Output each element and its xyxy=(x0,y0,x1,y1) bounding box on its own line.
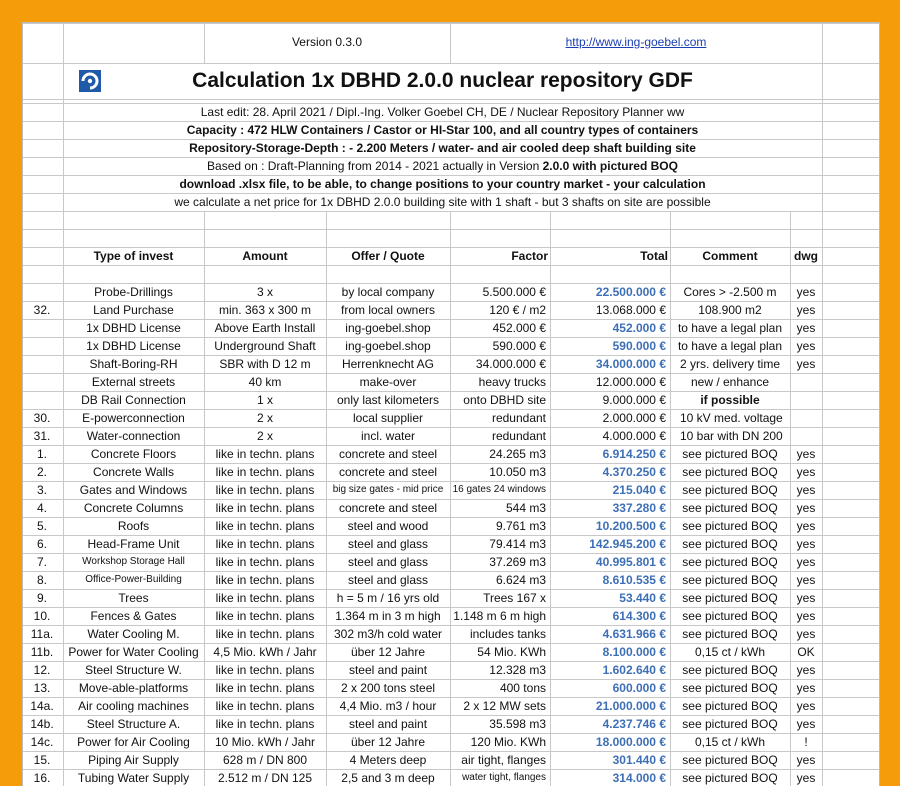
info-based-on xyxy=(63,157,822,175)
cell-type: Move-able-platforms xyxy=(78,681,189,695)
cell-amount: 4,5 Mio. kWh / Jahr xyxy=(213,645,317,659)
cell-total: 4.631.966 € xyxy=(602,627,666,641)
cell-dwg: yes xyxy=(796,483,816,497)
spreadsheet xyxy=(22,22,880,786)
cell-factor: 452.000 € xyxy=(492,321,546,335)
cell-total: 600.000 € xyxy=(612,681,666,695)
cell-no: 32. xyxy=(33,303,51,317)
cell-dwg: yes xyxy=(796,519,816,533)
page-title: Calculation 1x DBHD 2.0.0 nuclear repository GDF xyxy=(192,69,693,92)
cell-type: Head-Frame Unit xyxy=(87,537,180,551)
cell-dwg: yes xyxy=(796,591,816,605)
cell-amount: 3 x xyxy=(256,285,273,299)
cell-offer: 1.364 m in 3 m high xyxy=(335,609,441,623)
cell-offer: über 12 Jahre xyxy=(350,735,426,749)
col-header-comment: Comment xyxy=(702,249,758,263)
cell-no xyxy=(23,391,61,409)
col-header-dwg: dwg xyxy=(794,249,818,263)
cell-offer: only last kilometers xyxy=(336,393,440,407)
cell-factor: 54 Mio. KWh xyxy=(477,645,546,659)
cell-comment: see pictured BOQ xyxy=(682,519,778,533)
cell-no: 11a. xyxy=(30,627,54,641)
cell-dwg: OK xyxy=(797,645,815,659)
cell-offer: 4 Meters deep xyxy=(349,753,427,767)
cell-no: 7. xyxy=(36,555,47,569)
cell-total: 8.610.535 € xyxy=(602,573,666,587)
website-link[interactable]: http://www.ing-goebel.com xyxy=(565,35,707,49)
cell-type: Gates and Windows xyxy=(79,483,188,497)
cell-total: 314.000 € xyxy=(612,771,666,785)
cell-total: 2.000.000 € xyxy=(602,411,666,425)
cell-type: DB Rail Connection xyxy=(81,393,186,407)
cell-comment: see pictured BOQ xyxy=(682,753,778,767)
col-header-amount: Amount xyxy=(242,249,288,263)
cell-no: 30. xyxy=(33,411,51,425)
cell-no: 15. xyxy=(33,753,51,767)
cell-offer: steel and glass xyxy=(347,537,429,551)
cell-dwg: yes xyxy=(796,627,816,641)
cell-factor: 79.414 m3 xyxy=(489,537,546,551)
cell-total: 21.000.000 € xyxy=(595,699,666,713)
cell-factor: 24.265 m3 xyxy=(489,447,546,461)
cell-type: Fences & Gates xyxy=(90,609,177,623)
cell-amount: 2 x xyxy=(256,429,273,443)
cell-factor: redundant xyxy=(491,411,546,425)
cell-no: 3. xyxy=(36,483,47,497)
cell-type: E-powerconnection xyxy=(82,411,185,425)
cell-dwg: yes xyxy=(796,699,816,713)
cell-dwg: yes xyxy=(796,537,816,551)
cell-total: 301.440 € xyxy=(612,753,666,767)
cell-factor: 34.000.000 € xyxy=(475,357,546,371)
cell-no: 9. xyxy=(36,591,47,605)
cell-amount: Above Earth Install xyxy=(214,321,316,335)
cell-amount: like in techn. plans xyxy=(215,663,315,677)
cell-amount: like in techn. plans xyxy=(215,681,315,695)
cell-factor: 16 gates 24 windows xyxy=(452,484,546,495)
cell-no: 1. xyxy=(36,447,47,461)
cell-amount: 10 Mio. kWh / Jahr xyxy=(214,735,316,749)
cell-factor: water tight, flanges xyxy=(462,772,546,783)
cell-comment: to have a legal plan xyxy=(677,321,783,335)
cell-no: 4. xyxy=(36,501,47,515)
cell-amount: like in techn. plans xyxy=(215,537,315,551)
cell-type: Roofs xyxy=(117,519,150,533)
cell-factor: Trees 167 x xyxy=(483,591,546,605)
cell-comment: 10 bar with DN 200 xyxy=(680,429,783,443)
cell-amount: like in techn. plans xyxy=(215,717,315,731)
cell-factor: 5.500.000 € xyxy=(482,285,546,299)
cell-amount: like in techn. plans xyxy=(215,465,315,479)
cell-amount: SBR with D 12 m xyxy=(219,357,311,371)
cell-type: Land Purchase xyxy=(93,303,174,317)
cell-amount: 2.512 m / DN 125 xyxy=(217,771,313,785)
cell-type: Power for Air Cooling xyxy=(77,735,190,749)
cell-amount: like in techn. plans xyxy=(215,591,315,605)
cell-dwg: yes xyxy=(796,555,816,569)
cell-no: 11b. xyxy=(30,645,54,659)
col-header-factor: Factor xyxy=(511,249,548,263)
cell-dwg: yes xyxy=(796,573,816,587)
cell-amount: 2 x xyxy=(256,411,273,425)
cell-dwg xyxy=(790,373,822,391)
cell-comment: 0,15 ct / kWh xyxy=(694,735,766,749)
cell-dwg xyxy=(790,427,822,445)
cell-offer: concrete and steel xyxy=(338,447,438,461)
cell-total: 337.280 € xyxy=(612,501,666,515)
cell-offer: local supplier xyxy=(352,411,424,425)
cell-factor: 544 m3 xyxy=(505,501,546,515)
cell-no: 5. xyxy=(36,519,47,533)
cell-comment: see pictured BOQ xyxy=(682,591,778,605)
cell-amount: Underground Shaft xyxy=(214,339,316,353)
cell-total: 614.300 € xyxy=(612,609,666,623)
cell-comment: see pictured BOQ xyxy=(682,465,778,479)
cell-factor: 9.761 m3 xyxy=(495,519,546,533)
cell-offer: from local owners xyxy=(340,303,436,317)
cell-no: 12. xyxy=(33,663,51,677)
cell-amount: 1 x xyxy=(256,393,273,407)
cell-total: 53.440 € xyxy=(619,591,666,605)
cell-total: 142.945.200 € xyxy=(589,537,666,551)
cell-offer: steel and glass xyxy=(347,573,429,587)
cell-comment: 0,15 ct / kWh xyxy=(694,645,766,659)
cell-type: 1x DBHD License xyxy=(86,339,181,353)
cell-factor: 400 tons xyxy=(499,681,546,695)
cell-comment: new / enhance xyxy=(690,375,770,389)
cell-dwg: yes xyxy=(796,681,816,695)
cell-no: 14b. xyxy=(30,717,54,731)
cell-offer: 302 m3/h cold water xyxy=(333,627,443,641)
cell-comment: see pictured BOQ xyxy=(682,609,778,623)
cell-factor: includes tanks xyxy=(469,627,546,641)
col-header-offer: Offer / Quote xyxy=(351,249,425,263)
cell-type: Piping Air Supply xyxy=(88,753,179,767)
cell-total: 215.040 € xyxy=(612,483,666,497)
cell-factor: 10.050 m3 xyxy=(489,465,546,479)
cell-offer: ing-goebel.shop xyxy=(345,339,431,353)
cell-total: 34.000.000 € xyxy=(595,357,666,371)
cell-factor: 120 Mio. KWh xyxy=(470,735,546,749)
cell-offer: h = 5 m / 16 yrs old xyxy=(336,591,440,605)
cell-comment: see pictured BOQ xyxy=(682,627,778,641)
cell-total: 8.100.000 € xyxy=(602,645,666,659)
cell-total: 4.000.000 € xyxy=(602,429,666,443)
cell-type: Air cooling machines xyxy=(78,699,189,713)
info-storage-depth: Repository-Storage-Depth : - 2.200 Meters / water- and air cooled deep shaft building site xyxy=(189,141,696,155)
cell-amount: like in techn. plans xyxy=(215,483,315,497)
cell-type: Steel Structure W. xyxy=(85,663,182,677)
cell-amount: like in techn. plans xyxy=(215,609,315,623)
cell-comment: see pictured BOQ xyxy=(682,447,778,461)
cell-amount: like in techn. plans xyxy=(215,519,315,533)
cell-amount: like in techn. plans xyxy=(215,573,315,587)
cell-type: Workshop Storage Hall xyxy=(82,556,185,567)
cell-dwg: yes xyxy=(796,609,816,623)
cell-comment: Cores > -2.500 m xyxy=(683,285,777,299)
cell-offer: ing-goebel.shop xyxy=(345,321,431,335)
cell-type: Shaft-Boring-RH xyxy=(89,357,178,371)
cell-comment: see pictured BOQ xyxy=(682,537,778,551)
info-last-edit: Last edit: 28. April 2021 / Dipl.-Ing. Volker Goebel CH, DE / Nuclear Repository Planner ww xyxy=(200,105,685,119)
cell-type: Concrete Walls xyxy=(93,465,174,479)
cell-dwg: yes xyxy=(796,357,816,371)
cell-total: 10.200.500 € xyxy=(595,519,666,533)
cell-factor: heavy trucks xyxy=(478,375,546,389)
cell-type: Concrete Columns xyxy=(83,501,184,515)
info-net-price: we calculate a net price for 1x DBHD 2.0.0 building site with 1 shaft - but 3 shafts on site are possible xyxy=(174,195,711,209)
cell-factor: 37.269 m3 xyxy=(489,555,546,569)
cell-total: 4.237.746 € xyxy=(602,717,666,731)
cell-comment: 10 kV med. voltage xyxy=(680,411,783,425)
cell-offer: concrete and steel xyxy=(338,465,438,479)
cell-no: 16. xyxy=(33,771,51,785)
cell-total: 40.995.801 € xyxy=(595,555,666,569)
cell-dwg: ! xyxy=(804,735,808,749)
cell-factor: 6.624 m3 xyxy=(495,573,546,587)
cell-offer: 4,4 Mio. m3 / hour xyxy=(339,699,437,713)
cell-comment: to have a legal plan xyxy=(677,339,783,353)
cell-amount: 40 km xyxy=(248,375,282,389)
cell-amount: like in techn. plans xyxy=(215,555,315,569)
cell-type: Power for Water Cooling xyxy=(68,645,199,659)
cell-comment: 2 yrs. delivery time xyxy=(679,357,781,371)
cell-offer: by local company xyxy=(341,285,435,299)
cell-dwg: yes xyxy=(796,303,816,317)
cell-amount: 628 m / DN 800 xyxy=(222,753,308,767)
col-header-type: Type of invest xyxy=(93,249,174,263)
cell-no xyxy=(23,337,61,355)
cell-dwg: yes xyxy=(796,663,816,677)
info-download: download .xlsx file, to be able, to change positions to your country market - your calculation xyxy=(179,177,706,191)
cell-dwg xyxy=(790,409,822,427)
cell-total: 1.602.640 € xyxy=(602,663,666,677)
cell-comment: see pictured BOQ xyxy=(682,771,778,785)
cell-offer: make-over xyxy=(359,375,417,389)
cell-type: Concrete Floors xyxy=(90,447,177,461)
cell-no: 13. xyxy=(33,681,51,695)
cell-factor: 35.598 m3 xyxy=(489,717,546,731)
cell-comment: see pictured BOQ xyxy=(682,501,778,515)
cell-factor: air tight, flanges xyxy=(461,753,546,767)
cell-dwg: yes xyxy=(796,339,816,353)
cell-no xyxy=(23,283,61,301)
cell-comment: see pictured BOQ xyxy=(682,573,778,587)
cell-dwg: yes xyxy=(796,501,816,515)
cell-comment: see pictured BOQ xyxy=(682,699,778,713)
cell-dwg: yes xyxy=(796,447,816,461)
cell-offer: steel and paint xyxy=(348,717,428,731)
cell-total: 6.914.250 € xyxy=(602,447,666,461)
cell-total: 22.500.000 € xyxy=(595,285,666,299)
cell-no: 31. xyxy=(33,429,51,443)
cell-amount: like in techn. plans xyxy=(215,501,315,515)
cell-no xyxy=(23,319,61,337)
cell-total: 590.000 € xyxy=(612,339,666,353)
cell-no: 8. xyxy=(36,573,47,587)
cell-amount: like in techn. plans xyxy=(215,447,315,461)
cell-factor: 2 x 12 MW sets xyxy=(463,699,546,713)
cell-offer: steel and glass xyxy=(347,555,429,569)
cell-no: 2. xyxy=(36,465,47,479)
col-header-total: Total xyxy=(640,249,668,263)
cell-type: Trees xyxy=(118,591,149,605)
cell-comment: if possible xyxy=(700,393,760,407)
info-capacity: Capacity : 472 HLW Containers / Castor or HI-Star 100, and all country types of containers xyxy=(186,123,699,137)
cell-factor: 120 € / m2 xyxy=(489,303,546,317)
info-based-on-text: Based on : Draft-Planning from 2014 - 2021 actually in Version xyxy=(207,159,543,173)
cell-comment: see pictured BOQ xyxy=(682,483,778,497)
cell-amount: like in techn. plans xyxy=(215,627,315,641)
cell-no: 6. xyxy=(36,537,47,551)
cell-total: 12.000.000 € xyxy=(595,375,666,389)
cell-total: 18.000.000 € xyxy=(595,735,666,749)
cell-comment: see pictured BOQ xyxy=(682,681,778,695)
cell-dwg: yes xyxy=(796,771,816,785)
info-based-on-version: 2.0.0 with pictured BOQ xyxy=(542,159,678,173)
cell-type: Office-Power-Building xyxy=(85,574,182,585)
cell-offer: big size gates - mid price xyxy=(332,484,444,495)
cell-type: Water Cooling M. xyxy=(87,627,180,641)
cell-type: Probe-Drillings xyxy=(94,285,173,299)
cell-comment: see pictured BOQ xyxy=(682,555,778,569)
cell-total: 13.068.000 € xyxy=(595,303,666,317)
cell-type: Tubing Water Supply xyxy=(77,771,190,785)
cell-total: 452.000 € xyxy=(612,321,666,335)
cell-dwg: yes xyxy=(796,753,816,767)
cell-factor: redundant xyxy=(491,429,546,443)
cell-no: 14a. xyxy=(30,699,54,713)
cell-no xyxy=(23,355,61,373)
cell-amount: min. 363 x 300 m xyxy=(218,303,312,317)
cell-comment: see pictured BOQ xyxy=(682,717,778,731)
cell-total: 9.000.000 € xyxy=(602,393,666,407)
cell-offer: steel and wood xyxy=(347,519,429,533)
cell-comment: 108.900 m2 xyxy=(698,303,762,317)
cell-amount: like in techn. plans xyxy=(215,699,315,713)
cell-dwg: yes xyxy=(796,465,816,479)
cell-offer: 2,5 and 3 m deep xyxy=(341,771,435,785)
cell-factor: 590.000 € xyxy=(492,339,546,353)
cell-dwg xyxy=(790,391,822,409)
cell-dwg: yes xyxy=(796,285,816,299)
cell-factor: 1.148 m 6 m high xyxy=(453,609,546,623)
cell-comment: see pictured BOQ xyxy=(682,663,778,677)
cell-type: Steel Structure A. xyxy=(86,717,181,731)
cell-type: External streets xyxy=(91,375,176,389)
cell-offer: incl. water xyxy=(360,429,416,443)
cell-offer: steel and paint xyxy=(348,663,428,677)
cell-offer: über 12 Jahre xyxy=(350,645,426,659)
cell-offer: concrete and steel xyxy=(338,501,438,515)
cell-no xyxy=(23,373,61,391)
cell-dwg: yes xyxy=(796,321,816,335)
cell-type: Water-connection xyxy=(86,429,181,443)
cell-dwg: yes xyxy=(796,717,816,731)
cell-offer: 2 x 200 tons steel xyxy=(340,681,436,695)
cell-no: 10. xyxy=(33,609,51,623)
cell-factor: 12.328 m3 xyxy=(489,663,546,677)
cell-no: 14c. xyxy=(30,735,54,749)
cell-total: 4.370.250 € xyxy=(602,465,666,479)
cell-type: 1x DBHD License xyxy=(86,321,181,335)
cell-factor: onto DBHD site xyxy=(463,393,546,407)
version-label: Version 0.3.0 xyxy=(291,35,363,49)
cell-offer: Herrenknecht AG xyxy=(341,357,435,371)
